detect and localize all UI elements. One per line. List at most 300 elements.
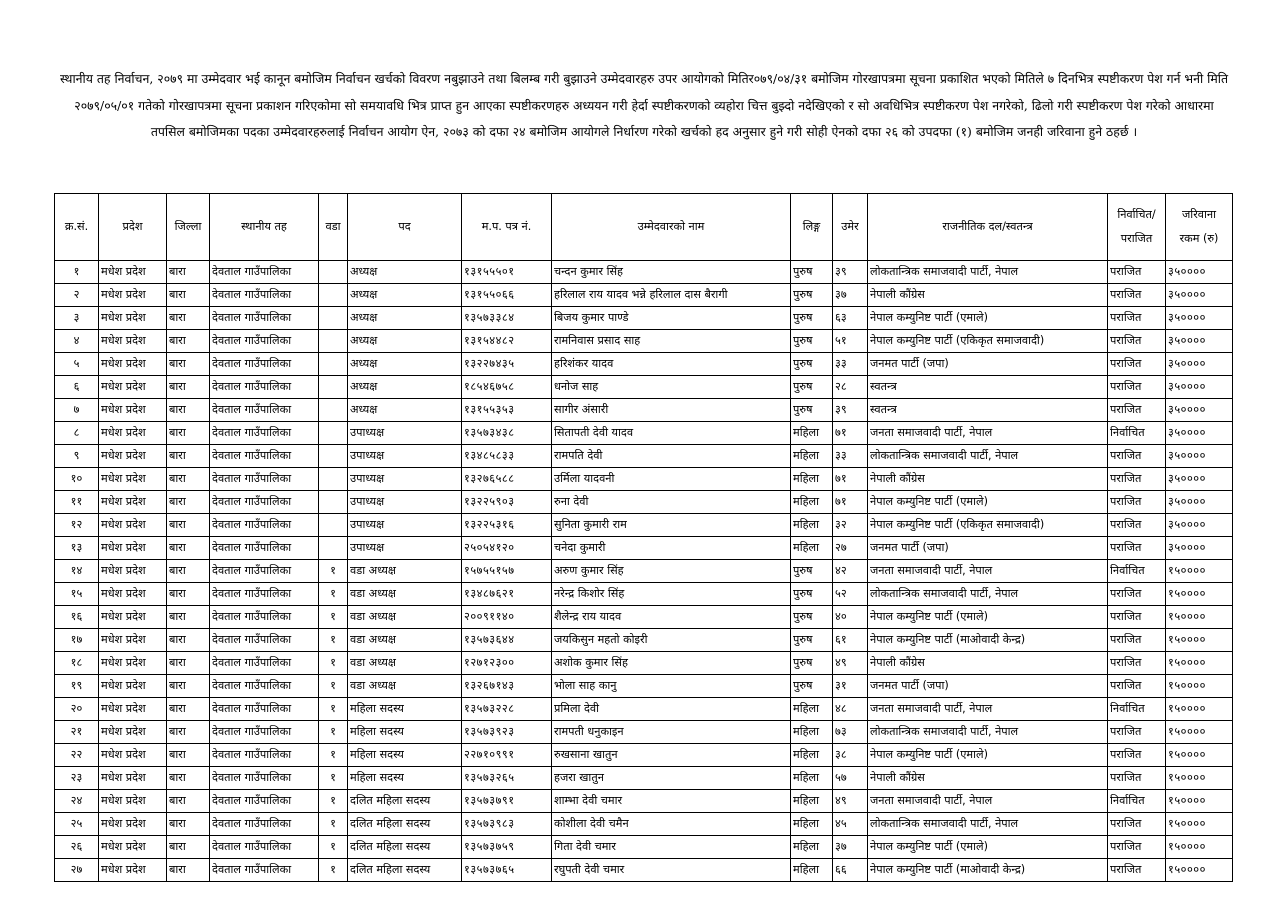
cell-nomination-no: १३५७३२६५	[462, 767, 552, 790]
cell-party: जनता समाजवादी पार्टी, नेपाल	[868, 698, 1108, 721]
cell-result: पराजित	[1108, 629, 1166, 652]
cell-post: दलित महिला सदस्य	[348, 790, 462, 813]
cell-province: मधेश प्रदेश	[99, 353, 167, 376]
cell-nomination-no: १३२७६५८८	[462, 468, 552, 491]
cell-ward: १	[319, 652, 348, 675]
cell-local-level: देवताल गाउँपालिका	[210, 790, 319, 813]
cell-district: बारा	[167, 330, 210, 353]
cell-post: अध्यक्ष	[348, 261, 462, 284]
cell-province: मधेश प्रदेश	[99, 261, 167, 284]
table-header-row	[55, 194, 1233, 261]
cell-district: बारा	[167, 790, 210, 813]
cell-sn: २७	[55, 859, 99, 882]
cell-nomination-no: १३२२७४३५	[462, 353, 552, 376]
cell-ward	[319, 330, 348, 353]
cell-age: ४९	[833, 790, 868, 813]
cell-gender: पुरुष	[791, 560, 833, 583]
cell-fine-amount: १५००००	[1166, 813, 1233, 836]
table-row	[55, 767, 1233, 790]
cell-ward	[319, 261, 348, 284]
cell-fine-amount: १५००००	[1166, 606, 1233, 629]
cell-district: बारा	[167, 491, 210, 514]
cell-gender: पुरुष	[791, 307, 833, 330]
col-header-fine-amount	[1166, 194, 1233, 261]
cell-age: ६१	[833, 629, 868, 652]
cell-gender: महिला	[791, 767, 833, 790]
cell-fine-amount: ३५००००	[1166, 514, 1233, 537]
cell-fine-amount: १५००००	[1166, 560, 1233, 583]
cell-local-level: देवताल गाउँपालिका	[210, 422, 319, 445]
cell-province: मधेश प्रदेश	[99, 859, 167, 882]
cell-nomination-no: १३५७३७६५	[462, 859, 552, 882]
cell-sn: १४	[55, 560, 99, 583]
cell-party: नेपाल कम्युनिष्ट पार्टी (एकिकृत समाजवादी)	[868, 514, 1108, 537]
cell-nomination-no: १३५७३९२३	[462, 721, 552, 744]
cell-age: ६३	[833, 307, 868, 330]
cell-sn: १०	[55, 468, 99, 491]
cell-candidate-name: चनेदा कुमारी	[552, 537, 791, 560]
cell-candidate-name: हरिलाल राय यादव भन्ने हरिलाल दास बैरागी	[552, 284, 791, 307]
cell-district: बारा	[167, 629, 210, 652]
cell-sn: १८	[55, 652, 99, 675]
table-row	[55, 261, 1233, 284]
cell-post: उपाध्यक्ष	[348, 422, 462, 445]
cell-fine-amount: १५००००	[1166, 629, 1233, 652]
cell-result: निर्वाचित	[1108, 698, 1166, 721]
cell-province: मधेश प्रदेश	[99, 767, 167, 790]
table-row	[55, 445, 1233, 468]
cell-district: बारा	[167, 675, 210, 698]
col-header-sn: क्र.सं.	[55, 194, 99, 261]
cell-fine-amount: १५००००	[1166, 836, 1233, 859]
cell-gender: पुरुष	[791, 629, 833, 652]
cell-ward: १	[319, 698, 348, 721]
table-row	[55, 744, 1233, 767]
cell-post: अध्यक्ष	[348, 330, 462, 353]
notice-paragraph: स्थानीय तह निर्वाचन, २०७९ मा उम्मेदवार भई कानून बमोजिम निर्वाचन खर्चको विवरण नबुझाउने तथा बिलम्ब गरी बुझाउने उम्मेदवारहरु उपर आयोगको मितिर०७९/०४/३१ बमोजिम गोरखापत्रमा सूचना प्रकाशित भएको मितिले ७ दिनभित्र स्पष्टीकरण पेश गर्न भनी मिति २०७९/०५/०१ गतेको गोरखापत्रमा सूचना प्रकाशन गरिएकोमा सो समयावधि भित्र प्राप्त हुन आएका स्पष्टीकरणहरु अध्ययन गरी हेर्दा स्पष्टीकरणको व्यहोरा चित्त बुझ्दो नदेखिएको र सो अवधिभित्र स्पष्टीकरण पेश नगरेको, ढिलो गरी स्पष्टीकरण पेश गरेको आधारमा तपसिल बमोजिमका पदका उम्मेदवारहरुलाई निर्वाचन आयोग ऐन, २०७३ को दफा २४ बमोजिम आयोगले निर्धारण गरेको खर्चको हद अनुसार हुने गरी सोही ऐनको दफा २६ को उपदफा (१) बमोजिम जनही जरिवाना हुने ठहर्छ ।	[59, 71, 1229, 139]
cell-post: वडा अध्यक्ष	[348, 583, 462, 606]
cell-gender: पुरुष	[791, 652, 833, 675]
cell-gender: महिला	[791, 698, 833, 721]
cell-nomination-no: १३४८५८३३	[462, 445, 552, 468]
cell-post: महिला सदस्य	[348, 698, 462, 721]
cell-local-level: देवताल गाउँपालिका	[210, 675, 319, 698]
cell-fine-amount: १५००००	[1166, 721, 1233, 744]
cell-gender: महिला	[791, 537, 833, 560]
cell-gender: महिला	[791, 721, 833, 744]
col-header-local-level: स्थानीय तह	[210, 194, 319, 261]
cell-local-level: देवताल गाउँपालिका	[210, 836, 319, 859]
cell-local-level: देवताल गाउँपालिका	[210, 629, 319, 652]
cell-age: ५२	[833, 583, 868, 606]
cell-ward: १	[319, 744, 348, 767]
table-row	[55, 353, 1233, 376]
cell-province: मधेश प्रदेश	[99, 675, 167, 698]
cell-sn: २१	[55, 721, 99, 744]
cell-district: बारा	[167, 813, 210, 836]
cell-party: नेपाली कौंग्रेस	[868, 652, 1108, 675]
cell-age: ७१	[833, 491, 868, 514]
cell-fine-amount: ३५००००	[1166, 399, 1233, 422]
cell-party: नेपाल कम्युनिष्ट पार्टी (एमाले)	[868, 307, 1108, 330]
table-row	[55, 307, 1233, 330]
cell-party: जनता समाजवादी पार्टी, नेपाल	[868, 560, 1108, 583]
cell-district: बारा	[167, 744, 210, 767]
cell-age: ३१	[833, 675, 868, 698]
cell-local-level: देवताल गाउँपालिका	[210, 606, 319, 629]
cell-nomination-no: १३५७३३८४	[462, 307, 552, 330]
cell-post: अध्यक्ष	[348, 284, 462, 307]
cell-fine-amount: ३५००००	[1166, 353, 1233, 376]
cell-post: वडा अध्यक्ष	[348, 629, 462, 652]
cell-nomination-no: १३५७३९८३	[462, 813, 552, 836]
cell-province: मधेश प्रदेश	[99, 560, 167, 583]
cell-candidate-name: रामपति देवी	[552, 445, 791, 468]
cell-province: मधेश प्रदेश	[99, 330, 167, 353]
cell-province: मधेश प्रदेश	[99, 376, 167, 399]
cell-party: स्वतन्त्र	[868, 399, 1108, 422]
cell-candidate-name: रघुपती देवी चमार	[552, 859, 791, 882]
cell-nomination-no: १३२२५९०३	[462, 491, 552, 514]
cell-result: पराजित	[1108, 445, 1166, 468]
cell-party: जनमत पार्टी (जपा)	[868, 675, 1108, 698]
cell-nomination-no: २००९११४०	[462, 606, 552, 629]
table-row	[55, 399, 1233, 422]
cell-province: मधेश प्रदेश	[99, 744, 167, 767]
cell-sn: २६	[55, 836, 99, 859]
table-row	[55, 721, 1233, 744]
cell-ward: १	[319, 767, 348, 790]
cell-nomination-no: १३५७३४३८	[462, 422, 552, 445]
cell-gender: पुरुष	[791, 606, 833, 629]
cell-result: पराजित	[1108, 307, 1166, 330]
cell-age: ४०	[833, 606, 868, 629]
cell-district: बारा	[167, 353, 210, 376]
cell-district: बारा	[167, 376, 210, 399]
cell-nomination-no: १३१५५३५३	[462, 399, 552, 422]
cell-province: मधेश प्रदेश	[99, 537, 167, 560]
table-row	[55, 836, 1233, 859]
cell-age: ३९	[833, 399, 868, 422]
cell-post: दलित महिला सदस्य	[348, 859, 462, 882]
cell-ward: १	[319, 629, 348, 652]
cell-sn: २०	[55, 698, 99, 721]
cell-fine-amount: १५००००	[1166, 652, 1233, 675]
cell-age: ३७	[833, 836, 868, 859]
cell-candidate-name: रुखसाना खातुन	[552, 744, 791, 767]
cell-age: ५१	[833, 330, 868, 353]
cell-sn: १३	[55, 537, 99, 560]
cell-district: बारा	[167, 698, 210, 721]
cell-sn: ११	[55, 491, 99, 514]
cell-province: मधेश प्रदेश	[99, 284, 167, 307]
cell-age: ३९	[833, 261, 868, 284]
cell-candidate-name: उर्मिला यादवनी	[552, 468, 791, 491]
cell-nomination-no: १३२६७१४३	[462, 675, 552, 698]
cell-fine-amount: ३५००००	[1166, 307, 1233, 330]
cell-post: उपाध्यक्ष	[348, 468, 462, 491]
table-row	[55, 606, 1233, 629]
cell-district: बारा	[167, 606, 210, 629]
cell-ward	[319, 537, 348, 560]
cell-ward	[319, 307, 348, 330]
cell-province: मधेश प्रदेश	[99, 445, 167, 468]
cell-gender: पुरुष	[791, 376, 833, 399]
cell-post: उपाध्यक्ष	[348, 514, 462, 537]
cell-party: जनता समाजवादी पार्टी, नेपाल	[868, 790, 1108, 813]
table-row	[55, 583, 1233, 606]
cell-sn: ५	[55, 353, 99, 376]
cell-ward	[319, 376, 348, 399]
cell-ward: १	[319, 721, 348, 744]
cell-result: पराजित	[1108, 514, 1166, 537]
cell-gender: महिला	[791, 836, 833, 859]
cell-result: पराजित	[1108, 353, 1166, 376]
cell-gender: महिला	[791, 468, 833, 491]
cell-province: मधेश प्रदेश	[99, 422, 167, 445]
cell-age: ३२	[833, 514, 868, 537]
col-header-gender: लिङ्ग	[791, 194, 833, 261]
cell-party: नेपाली कौंग्रेस	[868, 284, 1108, 307]
cell-local-level: देवताल गाउँपालिका	[210, 744, 319, 767]
cell-local-level: देवताल गाउँपालिका	[210, 537, 319, 560]
cell-province: मधेश प्रदेश	[99, 606, 167, 629]
cell-ward	[319, 399, 348, 422]
cell-sn: ९	[55, 445, 99, 468]
cell-district: बारा	[167, 583, 210, 606]
cell-district: बारा	[167, 422, 210, 445]
cell-ward: १	[319, 836, 348, 859]
cell-gender: पुरुष	[791, 675, 833, 698]
col-header-ward: वडा	[319, 194, 348, 261]
cell-candidate-name: रामनिवास प्रसाद साह	[552, 330, 791, 353]
cell-candidate-name: सुनिता कुमारी राम	[552, 514, 791, 537]
cell-candidate-name: प्रमिला देवी	[552, 698, 791, 721]
table-row	[55, 629, 1233, 652]
cell-sn: १५	[55, 583, 99, 606]
cell-candidate-name: नरेन्द्र किशोर सिंह	[552, 583, 791, 606]
cell-local-level: देवताल गाउँपालिका	[210, 859, 319, 882]
cell-local-level: देवताल गाउँपालिका	[210, 330, 319, 353]
cell-sn: ७	[55, 399, 99, 422]
cell-local-level: देवताल गाउँपालिका	[210, 261, 319, 284]
cell-province: मधेश प्रदेश	[99, 629, 167, 652]
cell-result: निर्वाचित	[1108, 560, 1166, 583]
table-row	[55, 376, 1233, 399]
cell-sn: ३	[55, 307, 99, 330]
col-header-party: राजनीतिक दल/स्वतन्त्र	[868, 194, 1108, 261]
cell-gender: महिला	[791, 491, 833, 514]
cell-fine-amount: ३५००००	[1166, 537, 1233, 560]
cell-gender: महिला	[791, 813, 833, 836]
table-body	[55, 261, 1233, 882]
cell-nomination-no: २२७१०९९१	[462, 744, 552, 767]
cell-local-level: देवताल गाउँपालिका	[210, 376, 319, 399]
cell-post: उपाध्यक्ष	[348, 445, 462, 468]
cell-gender: महिला	[791, 514, 833, 537]
cell-gender: पुरुष	[791, 399, 833, 422]
cell-sn: ८	[55, 422, 99, 445]
col-header-post: पद	[348, 194, 462, 261]
cell-province: मधेश प्रदेश	[99, 652, 167, 675]
cell-nomination-no: १३५७३७५९	[462, 836, 552, 859]
col-header-province: प्रदेश	[99, 194, 167, 261]
col-header-fine-line1: जरिवाना	[1182, 208, 1216, 221]
cell-fine-amount: ३५००००	[1166, 330, 1233, 353]
cell-candidate-name: जयकिसुन महतो कोइरी	[552, 629, 791, 652]
cell-age: ३७	[833, 284, 868, 307]
col-header-age: उमेर	[833, 194, 868, 261]
cell-candidate-name: कोशीला देवी चमैन	[552, 813, 791, 836]
cell-sn: ४	[55, 330, 99, 353]
cell-result: पराजित	[1108, 376, 1166, 399]
cell-post: उपाध्यक्ष	[348, 537, 462, 560]
cell-age: २७	[833, 537, 868, 560]
cell-result: पराजित	[1108, 767, 1166, 790]
cell-age: ३३	[833, 353, 868, 376]
cell-party: जनमत पार्टी (जपा)	[868, 537, 1108, 560]
cell-result: पराजित	[1108, 859, 1166, 882]
cell-ward: १	[319, 606, 348, 629]
cell-age: ६६	[833, 859, 868, 882]
cell-post: दलित महिला सदस्य	[348, 813, 462, 836]
cell-local-level: देवताल गाउँपालिका	[210, 284, 319, 307]
cell-gender: पुरुष	[791, 353, 833, 376]
cell-province: मधेश प्रदेश	[99, 307, 167, 330]
cell-party: नेपाल कम्युनिष्ट पार्टी (एमाले)	[868, 491, 1108, 514]
cell-nomination-no: १२७१२३००	[462, 652, 552, 675]
cell-fine-amount: १५००००	[1166, 859, 1233, 882]
cell-local-level: देवताल गाउँपालिका	[210, 491, 319, 514]
cell-ward: १	[319, 790, 348, 813]
cell-party: लोकतान्त्रिक समाजवादी पार्टी, नेपाल	[868, 721, 1108, 744]
cell-party: नेपाल कम्युनिष्ट पार्टी (एमाले)	[868, 606, 1108, 629]
cell-ward	[319, 468, 348, 491]
cell-result: पराजित	[1108, 606, 1166, 629]
cell-nomination-no: १३५७३७९१	[462, 790, 552, 813]
cell-party: जनता समाजवादी पार्टी, नेपाल	[868, 422, 1108, 445]
cell-result: पराजित	[1108, 721, 1166, 744]
cell-local-level: देवताल गाउँपालिका	[210, 583, 319, 606]
cell-district: बारा	[167, 859, 210, 882]
cell-local-level: देवताल गाउँपालिका	[210, 353, 319, 376]
cell-post: वडा अध्यक्ष	[348, 606, 462, 629]
cell-party: जनमत पार्टी (जपा)	[868, 353, 1108, 376]
cell-sn: १	[55, 261, 99, 284]
cell-candidate-name: रामपती धनुकाइन	[552, 721, 791, 744]
cell-ward: १	[319, 859, 348, 882]
cell-fine-amount: ३५००००	[1166, 491, 1233, 514]
cell-party: नेपाली कौंग्रेस	[868, 468, 1108, 491]
cell-candidate-name: गिता देवी चमार	[552, 836, 791, 859]
cell-fine-amount: १५००००	[1166, 767, 1233, 790]
cell-party: लोकतान्त्रिक समाजवादी पार्टी, नेपाल	[868, 583, 1108, 606]
cell-post: दलित महिला सदस्य	[348, 836, 462, 859]
cell-province: मधेश प्रदेश	[99, 583, 167, 606]
cell-sn: १२	[55, 514, 99, 537]
cell-candidate-name: अरुण कुमार सिंह	[552, 560, 791, 583]
cell-fine-amount: ३५००००	[1166, 284, 1233, 307]
cell-candidate-name: हजरा खातुन	[552, 767, 791, 790]
col-header-result	[1108, 194, 1166, 261]
cell-nomination-no: २५०५४१२०	[462, 537, 552, 560]
cell-nomination-no: १३४८७६२१	[462, 583, 552, 606]
cell-candidate-name: सागीर अंसारी	[552, 399, 791, 422]
cell-ward	[319, 514, 348, 537]
cell-post: उपाध्यक्ष	[348, 491, 462, 514]
cell-age: ४८	[833, 698, 868, 721]
cell-post: वडा अध्यक्ष	[348, 652, 462, 675]
table-row	[55, 859, 1233, 882]
cell-gender: पुरुष	[791, 583, 833, 606]
cell-district: बारा	[167, 767, 210, 790]
cell-gender: महिला	[791, 744, 833, 767]
cell-party: नेपाल कम्युनिष्ट पार्टी (एकिकृत समाजवादी)	[868, 330, 1108, 353]
cell-district: बारा	[167, 652, 210, 675]
cell-nomination-no: १३१५४४८२	[462, 330, 552, 353]
cell-local-level: देवताल गाउँपालिका	[210, 652, 319, 675]
cell-post: महिला सदस्य	[348, 721, 462, 744]
cell-result: पराजित	[1108, 675, 1166, 698]
cell-age: ७३	[833, 721, 868, 744]
cell-post: वडा अध्यक्ष	[348, 675, 462, 698]
cell-fine-amount: १५००००	[1166, 675, 1233, 698]
cell-local-level: देवताल गाउँपालिका	[210, 767, 319, 790]
cell-sn: २	[55, 284, 99, 307]
cell-sn: १६	[55, 606, 99, 629]
table-row	[55, 652, 1233, 675]
cell-district: बारा	[167, 468, 210, 491]
cell-result: पराजित	[1108, 399, 1166, 422]
cell-age: ७१	[833, 422, 868, 445]
cell-fine-amount: ३५००००	[1166, 376, 1233, 399]
cell-ward	[319, 445, 348, 468]
cell-result: पराजित	[1108, 491, 1166, 514]
cell-candidate-name: धनोज साह	[552, 376, 791, 399]
cell-ward	[319, 422, 348, 445]
cell-sn: ६	[55, 376, 99, 399]
cell-local-level: देवताल गाउँपालिका	[210, 560, 319, 583]
cell-candidate-name: रुना देवी	[552, 491, 791, 514]
cell-candidate-name: भोला साह कानु	[552, 675, 791, 698]
cell-result: पराजित	[1108, 583, 1166, 606]
cell-result: पराजित	[1108, 468, 1166, 491]
table-row	[55, 560, 1233, 583]
cell-district: बारा	[167, 261, 210, 284]
table-row	[55, 422, 1233, 445]
cell-candidate-name: चन्दन कुमार सिंह	[552, 261, 791, 284]
cell-local-level: देवताल गाउँपालिका	[210, 721, 319, 744]
cell-age: ४९	[833, 652, 868, 675]
cell-post: वडा अध्यक्ष	[348, 560, 462, 583]
cell-age: ५७	[833, 767, 868, 790]
cell-candidate-name: सितापती देवी यादव	[552, 422, 791, 445]
cell-nomination-no: १३५७३२२८	[462, 698, 552, 721]
cell-province: मधेश प्रदेश	[99, 468, 167, 491]
cell-post: अध्यक्ष	[348, 353, 462, 376]
cell-district: बारा	[167, 514, 210, 537]
cell-gender: महिला	[791, 859, 833, 882]
cell-ward: १	[319, 583, 348, 606]
cell-province: मधेश प्रदेश	[99, 836, 167, 859]
col-header-candidate-name: उम्मेदवारको नाम	[552, 194, 791, 261]
cell-ward: १	[319, 560, 348, 583]
cell-local-level: देवताल गाउँपालिका	[210, 399, 319, 422]
cell-gender: महिला	[791, 445, 833, 468]
table-row	[55, 514, 1233, 537]
cell-candidate-name: बिजय कुमार पाण्डे	[552, 307, 791, 330]
cell-party: लोकतान्त्रिक समाजवादी पार्टी, नेपाल	[868, 261, 1108, 284]
